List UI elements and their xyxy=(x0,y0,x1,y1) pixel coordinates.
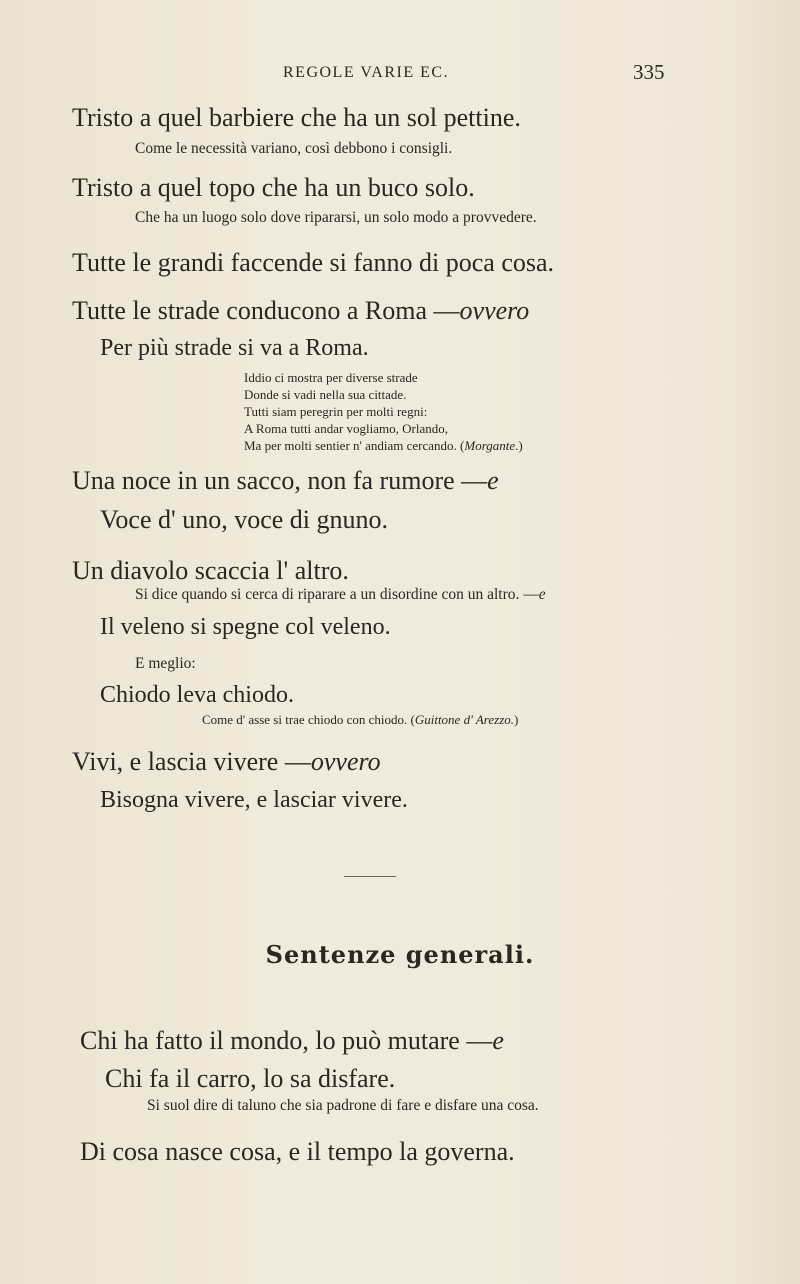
section-divider xyxy=(344,876,396,877)
proverb-vivi xyxy=(72,747,381,777)
proverb-text: Una noce in un sacco, non fa rumore — xyxy=(72,466,488,495)
gloss-tristo-topo: Che ha un luogo solo dove ripararsi, un solo modo a provvedere. xyxy=(135,209,537,226)
verse-block xyxy=(244,369,523,454)
verse-line: A Roma tutti andar vogliamo, Orlando, xyxy=(244,421,448,436)
gloss-un-diavolo: Si dice quando si cerca di riparare a un disordine con un altro. —e xyxy=(135,586,546,603)
page-number: 335 xyxy=(633,60,665,84)
variant-voce-duno: Voce d' uno, voce di gnuno. xyxy=(100,505,388,534)
connector-e: e xyxy=(487,466,499,495)
section-title: Sentenze generali. xyxy=(265,940,535,969)
connector-ovvero: ovvero xyxy=(310,747,381,776)
proverb-di-cosa: Di cosa nasce cosa, e il tempo la governa. xyxy=(80,1137,515,1166)
variant-chi-fa-il-carro: Chi fa il carro, lo sa disfare. xyxy=(105,1064,396,1093)
connector-e: e xyxy=(538,586,546,603)
proverb-tristo-topo: Tristo a quel topo che ha un buco solo. xyxy=(72,173,475,202)
e-meglio: E meglio: xyxy=(135,655,196,672)
gloss-chi-ha-fatto: Si suol dire di taluno che sia padrone di fare e disfare una cosa. xyxy=(147,1097,539,1114)
connector-e: e xyxy=(492,1026,504,1055)
variant-chiodo-leva-chiodo: Chiodo leva chiodo. xyxy=(100,682,294,708)
proverb-text: Tutte le strade conducono a Roma — xyxy=(72,296,460,325)
verse-line: Ma per molti sentier n' andiam cercando. (Morgante.) xyxy=(244,438,523,453)
proverb-text: Chi ha fatto il mondo, lo può mutare — xyxy=(80,1026,493,1055)
variant-il-veleno: Il veleno si spegne col veleno. xyxy=(100,614,391,640)
proverb-tutte-strade xyxy=(72,296,529,326)
proverb-tutte-faccende: Tutte le grandi faccende si fanno di poca cosa. xyxy=(72,248,555,277)
gloss-chiodo: Come d' asse si trae chiodo con chiodo. (Guittone d' Arezzo.) xyxy=(202,712,519,727)
running-head: REGOLE VARIE EC. xyxy=(283,64,450,81)
variant-per-piu-strade: Per più strade si va a Roma. xyxy=(100,335,369,361)
source-guittone: Guittone d' Arezzo. xyxy=(414,712,515,727)
proverb-tristo-barbiere: Tristo a quel barbiere che ha un sol pettine. xyxy=(72,103,521,132)
proverb-un-diavolo: Un diavolo scaccia l' altro. xyxy=(72,556,349,585)
verse-line: Donde si vadi nella sua cittade. xyxy=(244,387,407,402)
verse-source: Morgante xyxy=(464,438,516,453)
proverb-una-noce xyxy=(72,466,499,496)
connector-ovvero: ovvero xyxy=(459,296,530,325)
variant-bisogna-vivere: Bisogna vivere, e lasciar vivere. xyxy=(100,787,408,813)
proverb-chi-ha-fatto xyxy=(80,1026,504,1056)
proverb-text: Vivi, e lascia vivere — xyxy=(72,747,311,776)
verse-line: Iddio ci mostra per diverse strade xyxy=(244,370,418,385)
gloss-tristo-barbiere: Come le necessità variano, così debbono i consigli. xyxy=(135,140,453,157)
verse-line: Tutti siam peregrin per molti regni: xyxy=(244,404,428,419)
